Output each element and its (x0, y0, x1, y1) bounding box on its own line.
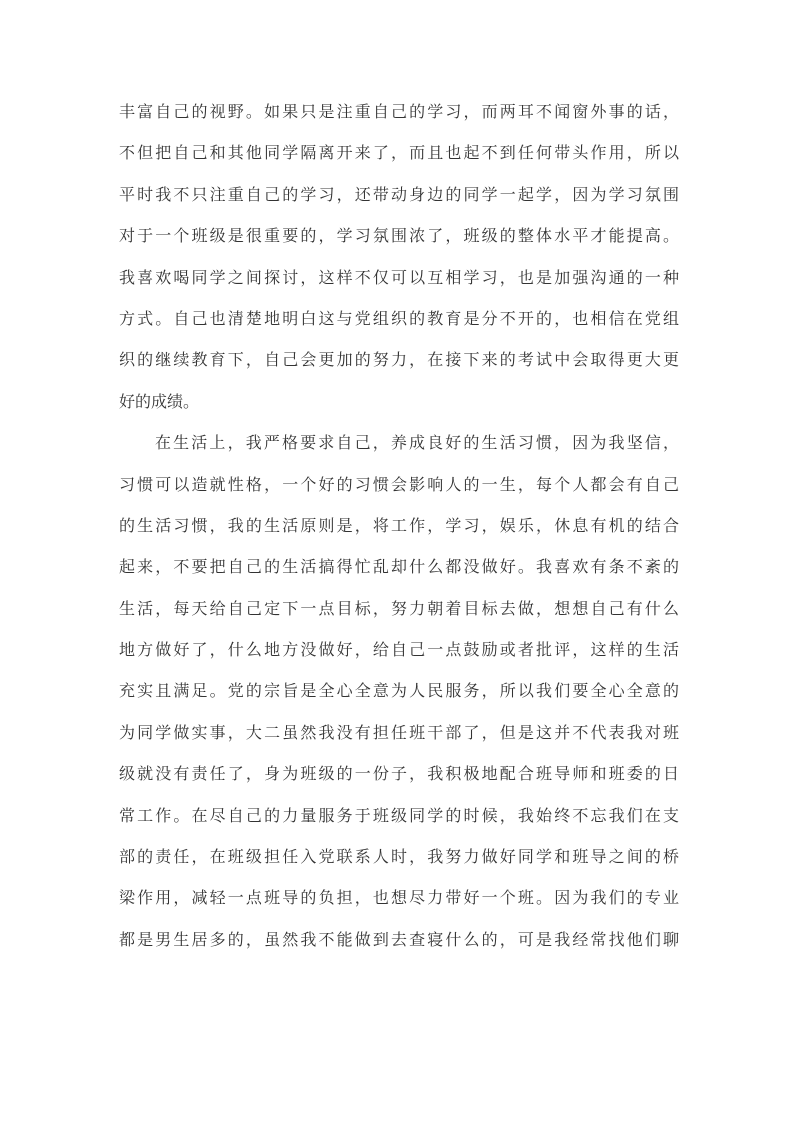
text-line: 级就没有责任了，身为班级的一份子，我积极地配合班导师和班委的日 (119, 764, 679, 784)
text-line: 部的责任，在班级担任入党联系人时，我努力做好同学和班导之间的桥 (119, 847, 679, 867)
text-line: 充实且满足。党的宗旨是全心全意为人民服务，所以我们要全心全意的 (119, 681, 679, 701)
body-text (119, 100, 679, 969)
text-line: 的生活习惯，我的生活原则是，将工作，学习，娱乐，休息有机的结合 (119, 515, 679, 535)
text-line: 起来，不要把自己的生活搞得忙乱却什么都没做好。我喜欢有条不紊的 (119, 557, 679, 577)
text-line: 织的继续教育下，自己会更加的努力，在接下来的考试中会取得更大更 (119, 350, 679, 370)
text-line: 都是男生居多的，虽然我不能做到去查寝什么的，可是我经常找他们聊 (119, 929, 679, 949)
text-line: 梁作用，减轻一点班导的负担，也想尽力带好一个班。因为我们的专业 (119, 888, 679, 908)
text-line: 常工作。在尽自己的力量服务于班级同学的时候，我始终不忘我们在支 (119, 805, 679, 825)
paragraph-first-line: 在生活上，我严格要求自己，养成良好的生活习惯，因为我坚信， (155, 433, 679, 453)
text-line: 我喜欢喝同学之间探讨，这样不仅可以互相学习，也是加强沟通的一种 (119, 267, 679, 287)
text-line: 丰富自己的视野。如果只是注重自己的学习，而两耳不闻窗外事的话， (119, 102, 679, 121)
text-line: 地方做好了，什么地方没做好，给自己一点鼓励或者批评，这样的生活 (119, 640, 679, 660)
text-line: 方式。自己也清楚地明白这与党组织的教育是分不开的，也相信在党组 (119, 308, 679, 328)
text-line: 为同学做实事，大二虽然我没有担任班干部了，但是这并不代表我对班 (119, 722, 679, 742)
text-line: 平时我不只注重自己的学习，还带动身边的同学一起学，因为学习氛围 (119, 184, 679, 204)
text-line: 习惯可以造就性格，一个好的习惯会影响人的一生，每个人都会有自己 (119, 474, 679, 494)
text-line: 对于一个班级是很重要的，学习氛围浓了，班级的整体水平才能提高。 (119, 226, 679, 246)
text-line: 不但把自己和其他同学隔离开来了，而且也起不到任何带头作用，所以 (119, 143, 679, 163)
text-line: 好的成绩。 (119, 391, 200, 411)
text-line: 生活，每天给自己定下一点目标，努力朝着目标去做，想想自己有什么 (119, 598, 679, 618)
